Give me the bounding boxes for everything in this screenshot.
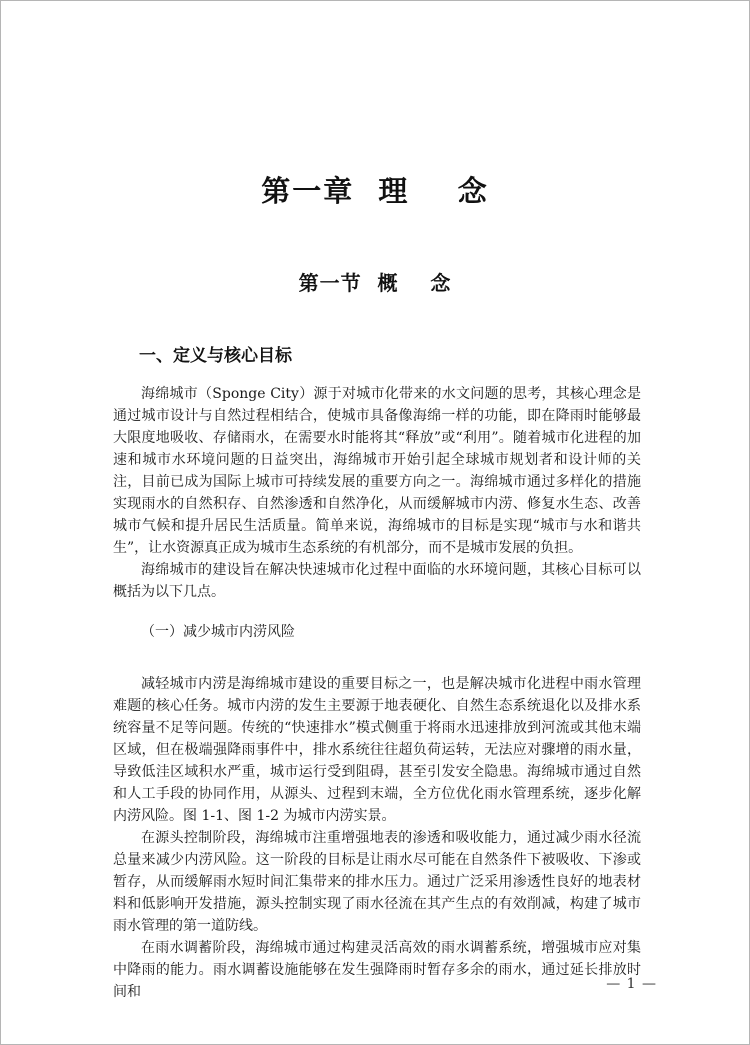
paragraph: 海绵城市的建设旨在解决快速城市化过程中面临的水环境问题，其核心目标可以概括为以下几点。 xyxy=(113,562,641,600)
paragraph: 海绵城市（Sponge City）源于对城市化带来的水文问题的思考，其核心理念是通过城市设计与自然过程相结合，使城市具备像海绵一样的功能，即在降雨时能够最大限度地吸收、存储雨水，在需要水时能将其“释放”或“利用”。随着城市化进程的加速和城市水环境问题的日益突出，海绵城市开始引起全球城市规划者和设计师的关注，目前已成为国际上城市可持续发展的重要方向之一。海绵城市通过多样化的措施实现雨水的自然积存、自然渗透和自然净化，从而缓解城市内涝、修复水生态、改善城市气候和提升居民生活质量。简单来说，海绵城市的目标是实现“城市与水和谐共生”，让水资源真正成为城市生态系统的有机部分，而不是城市发展的负担。 xyxy=(113,386,641,556)
sub-heading-reduce-flooding: （一）减少城市内涝风险 xyxy=(141,624,295,640)
page-number: — 1 — xyxy=(606,976,657,992)
heading-definition-goals: 一、定义与核心目标 xyxy=(139,346,292,366)
body-text-intro xyxy=(113,383,641,603)
body-text-flooding xyxy=(113,673,641,1003)
paragraph: 在雨水调蓄阶段，海绵城市通过构建灵活高效的雨水调蓄系统，增强城市应对集中降雨的能力。雨水调蓄设施能够在发生强降雨时暂存多余的雨水，通过延长排放时间和 xyxy=(113,940,641,1000)
paragraph: 在源头控制阶段，海绵城市注重增强地表的渗透和吸收能力，通过减少雨水径流总量来减少内涝风险。这一阶段的目标是让雨水尽可能在自然条件下被吸收、下渗或暂存，从而缓解雨水短时间汇集带来的排水压力。通过广泛采用渗透性良好的地表材料和低影响开发措施，源头控制实现了雨水径流在其产生点的有效削减，构建了城市雨水管理的第一道防线。 xyxy=(113,830,641,934)
paragraph: 减轻城市内涝是海绵城市建设的重要目标之一，也是解决城市化进程中雨水管理难题的核心任务。城市内涝的发生主要源于地表硬化、自然生态系统退化以及排水系统容量不足等问题。传统的“快速排水”模式侧重于将雨水迅速排放到河流或其他末端区域，但在极端强降雨事件中，排水系统往往超负荷运转，无法应对骤增的雨水量，导致低洼区域积水严重，城市运行受到阻碍，甚至引发安全隐患。海绵城市通过自然和人工手段的协同作用，从源头、过程到末端，全方位优化雨水管理系统，逐步化解内涝风险。图 1-1、图 1-2 为城市内涝实景。 xyxy=(113,676,641,824)
section-title: 第一节 概 念 xyxy=(298,271,452,295)
chapter-title: 第一章 理 念 xyxy=(261,174,489,208)
